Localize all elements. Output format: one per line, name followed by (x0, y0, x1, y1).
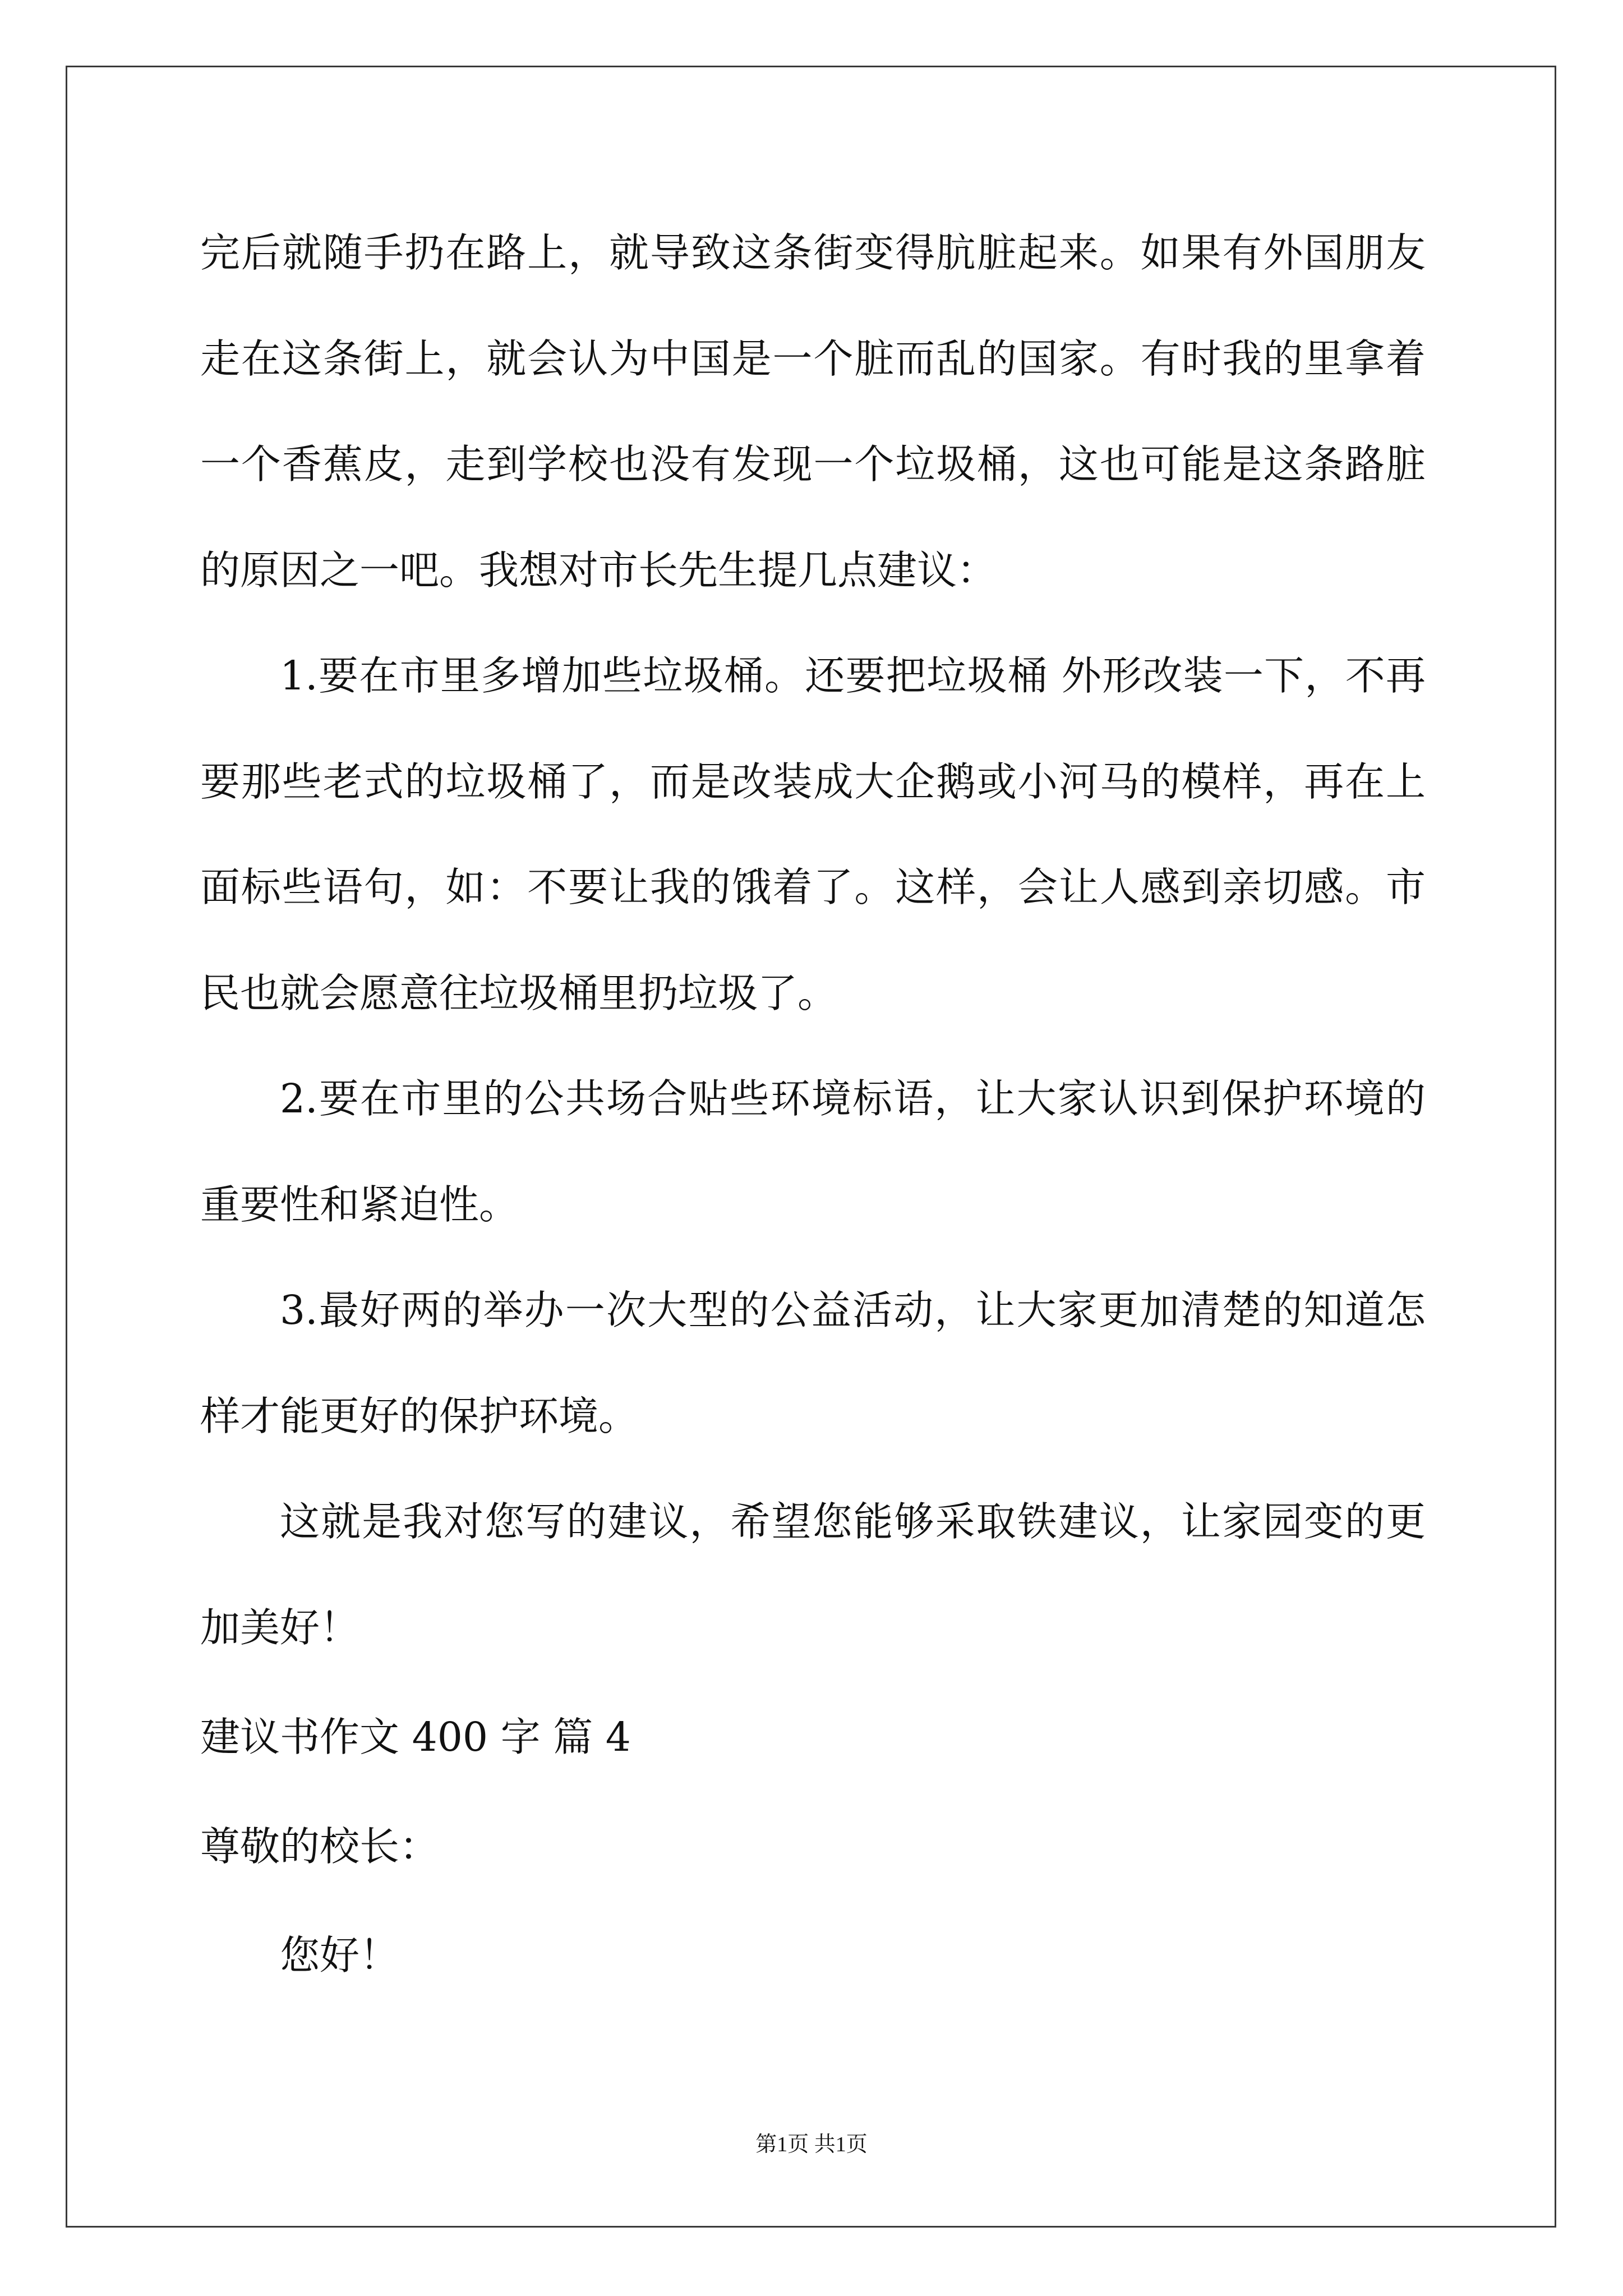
suggestion-item-2 (200, 1046, 1426, 1258)
section-heading: 建议书作文 400 字 篇 4 (200, 1714, 631, 1760)
next-section (200, 1683, 1426, 2010)
paragraph-line: 加美好！ (200, 1604, 360, 1651)
closing-paragraph (200, 1469, 1426, 1681)
suggestion-item-1 (200, 623, 1426, 1046)
paragraph-line: 面标些语句，如：不要让我的饿着了。这样，会让人感到亲切感。市 (200, 864, 1426, 910)
salutation: 尊敬的校长： (200, 1823, 440, 1870)
paragraph-line: 2.要在市里的公共场合贴些环境标语，让大家认识到保护环境的 (280, 1075, 1426, 1122)
paragraph-line: 民也就会愿意往垃圾桶里扔垃圾了。 (200, 969, 838, 1016)
document-body (200, 200, 1426, 1681)
page-number: 第1页 共1页 (755, 2133, 868, 2156)
paragraph-line: 的原因之一吧。我想对市长先生提几点建议： (200, 546, 997, 593)
paragraph-line: 要那些老式的垃圾桶了，而是改装成大企鹅或小河马的模样，再在上 (200, 758, 1426, 805)
paragraph-line: 这就是我对您写的建议，希望您能够采取铁建议，让家园变的更 (280, 1498, 1426, 1545)
page-footer (0, 2131, 1623, 2159)
paragraph-line: 3.最好两的举办一次大型的公益活动，让大家更加清楚的知道怎 (280, 1287, 1426, 1333)
suggestion-item-3 (200, 1258, 1426, 1469)
paragraph-line: 1.要在市里多增加些垃圾桶。还要把垃圾桶 外形改装一下，不再 (280, 652, 1426, 699)
paragraph (200, 200, 1426, 623)
paragraph-line: 完后就随手扔在路上，就导致这条街变得肮脏起来。如果有外国朋友 (200, 229, 1426, 276)
paragraph-line: 重要性和紧迫性。 (200, 1181, 519, 1228)
paragraph-line: 样才能更好的保护环境。 (200, 1392, 639, 1439)
greeting: 您好！ (280, 1932, 400, 1978)
paragraph-line: 走在这条街上，就会认为中国是一个脏而乱的国家。有时我的里拿着 (200, 335, 1426, 382)
paragraph-line: 一个香蕉皮，走到学校也没有发现一个垃圾桶，这也可能是这条路脏 (200, 441, 1426, 487)
